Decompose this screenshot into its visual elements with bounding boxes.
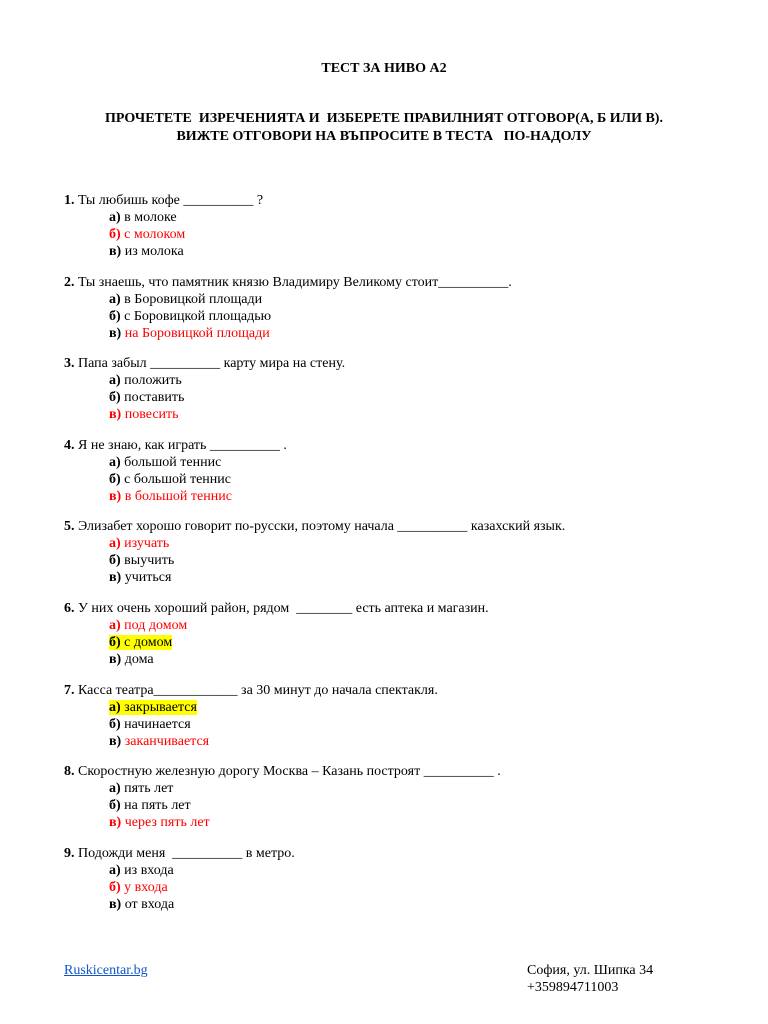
option-label: б) <box>109 471 121 487</box>
answer-option[interactable] <box>64 780 744 797</box>
option-label: б) <box>109 308 121 324</box>
option-text: на пять лет <box>120 798 191 814</box>
answer-option[interactable] <box>64 814 744 831</box>
option-label: в) <box>109 325 122 341</box>
answer-option[interactable] <box>64 733 744 750</box>
question-text-line <box>64 192 744 209</box>
option-text: положить <box>120 373 182 389</box>
answer-option[interactable] <box>64 634 744 651</box>
contact-info <box>527 962 653 996</box>
answer-option[interactable] <box>64 406 744 423</box>
option-label: а) <box>109 617 121 633</box>
option-text: закрывается <box>120 699 197 715</box>
option-label: а) <box>109 536 121 552</box>
question-text: Подожди меня __________ в метро. <box>74 845 295 861</box>
instructions-line-2: ВИЖТЕ ОТГОВОРИ НА ВЪПРОСИТЕ В ТЕСТА ПО-НАДОЛУ <box>176 129 592 144</box>
answer-option[interactable] <box>64 308 744 325</box>
option-text: через пять лет <box>121 815 210 831</box>
option-text: в Боровицкой площади <box>120 291 263 307</box>
answer-option[interactable] <box>64 651 744 668</box>
answer-option[interactable] <box>64 552 744 569</box>
option-label: б) <box>109 798 121 814</box>
option-text: из входа <box>120 862 174 878</box>
question-9 <box>64 845 744 927</box>
answer-option[interactable] <box>64 209 744 226</box>
option-text: в большой теннис <box>121 488 232 504</box>
option-label: в) <box>109 244 122 259</box>
question-number: 4. <box>64 437 75 453</box>
option-label: в) <box>109 407 122 423</box>
question-text: Элизабет хорошо говорит по-русски, поэтому начала __________ казахский язык. <box>74 519 566 535</box>
question-text-line <box>64 518 744 535</box>
answer-option[interactable] <box>64 226 744 243</box>
option-text: изучать <box>120 536 170 552</box>
option-label: б) <box>109 227 121 242</box>
option-text: начинается <box>120 716 191 732</box>
question-number: 7. <box>64 682 75 698</box>
phone-text: +359894711003 <box>527 980 619 995</box>
option-text: в молоке <box>120 210 177 225</box>
question-text-line <box>64 274 744 291</box>
option-text: поставить <box>120 390 185 406</box>
answer-option[interactable] <box>64 896 744 913</box>
question-number: 8. <box>64 764 75 780</box>
question-number: 9. <box>64 845 75 861</box>
answer-option[interactable] <box>64 471 744 488</box>
question-2 <box>64 274 744 356</box>
option-label: б) <box>109 634 121 650</box>
answer-option[interactable] <box>64 879 744 896</box>
question-text: Папа забыл __________ карту мира на стену. <box>74 356 346 372</box>
question-text-line <box>64 600 744 617</box>
answer-option[interactable] <box>64 389 744 406</box>
question-text: Ты знаешь, что памятник князю Владимиру Великому стоит__________. <box>74 274 512 290</box>
document-title: ТЕСТ ЗА НИВО А2 <box>321 61 447 76</box>
option-label: а) <box>109 699 121 715</box>
question-number: 6. <box>64 600 75 616</box>
option-text: повесить <box>121 407 179 423</box>
option-label: в) <box>109 733 122 749</box>
answer-option[interactable] <box>64 325 744 342</box>
option-label: б) <box>109 390 121 406</box>
option-text: из молока <box>121 244 184 259</box>
option-label: а) <box>109 210 121 225</box>
answer-option[interactable] <box>64 617 744 634</box>
instructions-line-1: ПРОЧЕТЕТЕ ИЗРЕЧЕНИЯТА И ИЗБЕРЕТЕ ПРАВИЛНИЯТ ОТГОВОР(А, Б ИЛИ В). <box>105 111 663 126</box>
answer-option[interactable] <box>64 243 744 260</box>
question-text: Скоростную железную дорогу Москва – Казань построят __________ . <box>74 764 501 780</box>
option-label: в) <box>109 651 122 667</box>
option-text: с молоком <box>120 227 186 242</box>
option-text: заканчивается <box>121 733 210 749</box>
instructions <box>40 110 728 146</box>
option-text: у входа <box>120 879 168 895</box>
question-8 <box>64 763 744 845</box>
option-text: учиться <box>121 570 172 586</box>
address-text: София, ул. Шипка 34 <box>527 963 654 978</box>
option-label: в) <box>109 570 122 586</box>
answer-option[interactable] <box>64 454 744 471</box>
answer-option[interactable] <box>64 716 744 733</box>
question-text: У них очень хороший район, рядом ________ есть аптека и магазин. <box>74 600 489 616</box>
option-text: большой теннис <box>120 454 222 470</box>
question-text-line <box>64 763 744 780</box>
question-text-line <box>64 437 744 454</box>
option-label: б) <box>109 716 121 732</box>
option-text: под домом <box>120 617 188 633</box>
option-label: в) <box>109 488 122 504</box>
answer-option[interactable] <box>64 569 744 586</box>
question-4 <box>64 437 744 519</box>
question-text: Касса театра____________ за 30 минут до начала спектакля. <box>74 682 438 698</box>
question-5 <box>64 518 744 600</box>
option-label: в) <box>109 815 122 831</box>
option-label: б) <box>109 553 121 569</box>
question-1 <box>64 192 744 274</box>
option-text: с большой теннис <box>120 471 231 487</box>
option-text: выучить <box>120 553 175 569</box>
option-label: а) <box>109 454 121 470</box>
option-text: на Боровицкой площади <box>121 325 270 341</box>
option-label: а) <box>109 373 121 389</box>
question-3 <box>64 355 744 437</box>
option-text: пять лет <box>120 781 174 797</box>
answer-option[interactable] <box>64 535 744 552</box>
answer-option[interactable] <box>64 291 744 308</box>
question-number: 5. <box>64 519 75 535</box>
website-link[interactable]: Ruskicentar.bg <box>64 963 148 978</box>
option-label: а) <box>109 862 121 878</box>
answer-option[interactable] <box>64 372 744 389</box>
option-text: от входа <box>121 896 175 912</box>
answer-option[interactable] <box>64 699 744 716</box>
question-text-line <box>64 845 744 862</box>
option-text: дома <box>121 651 154 667</box>
option-label: в) <box>109 896 122 912</box>
option-label: а) <box>109 781 121 797</box>
question-list <box>64 192 744 926</box>
answer-option[interactable] <box>64 488 744 505</box>
answer-option[interactable] <box>64 862 744 879</box>
question-text-line <box>64 355 744 372</box>
question-number: 3. <box>64 356 75 372</box>
answer-option[interactable] <box>64 797 744 814</box>
option-label: а) <box>109 291 121 307</box>
option-text: с Боровицкой площадью <box>120 308 272 324</box>
question-6 <box>64 600 744 682</box>
option-text: с домом <box>120 634 173 650</box>
question-text-line <box>64 682 744 699</box>
question-number: 1. <box>64 193 75 208</box>
question-text: Ты любишь кофе __________ ? <box>74 193 264 208</box>
question-7 <box>64 682 744 764</box>
option-label: б) <box>109 879 121 895</box>
question-number: 2. <box>64 274 75 290</box>
question-text: Я не знаю, как играть __________ . <box>74 437 287 453</box>
